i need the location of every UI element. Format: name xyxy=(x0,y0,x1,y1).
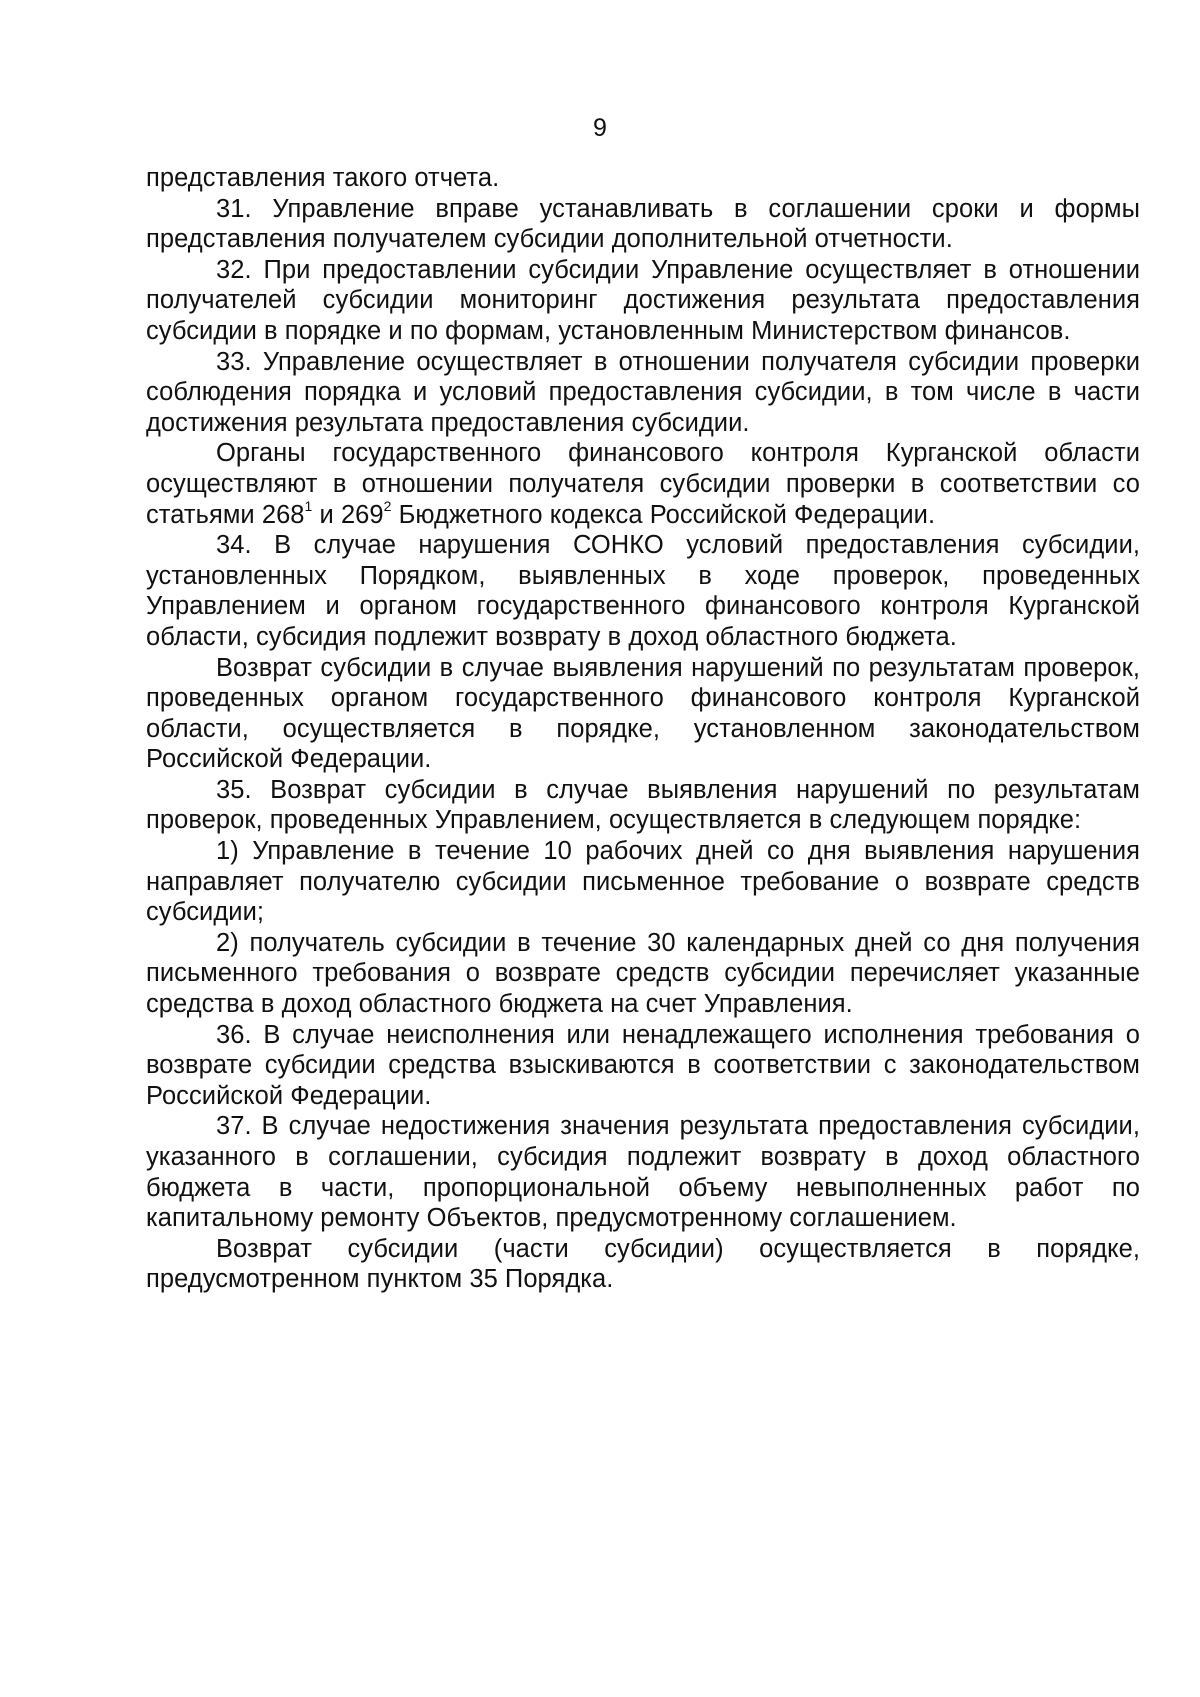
paragraph-33b-text-start: Органы государственного финансового контроля Курганской области осуществляют в отношении получателя субсидии проверки в соответствии со статьями 268 xyxy=(146,439,1140,529)
paragraph-36: 36. В случае неисполнения или ненадлежащего исполнения требования о возврате субсидии средства взыскиваются в соответствии с законодательством Российской Федерации. xyxy=(146,1020,1140,1110)
paragraph-35: 35. Возврат субсидии в случае выявления нарушений по результатам проверок, проведенных Управлением, осуществляется в следующем порядке: xyxy=(146,775,1140,835)
paragraph-33b-text-middle: и 269 xyxy=(312,500,384,529)
paragraph-35-item-1: 1) Управление в течение 10 рабочих дней со дня выявления нарушения направляет получателю субсидии письменное требование о возврате средств субсидии; xyxy=(146,837,1140,927)
paragraph-37-return: Возврат субсидии (части субсидии) осуществляется в порядке, предусмотренном пунктом 35 Порядка. xyxy=(146,1234,1140,1294)
paragraph-32: 32. При предоставлении субсидии Управление осуществляет в отношении получателей субсидии мониторинг достижения результата предоставления субсидии в порядке и по формам, установленным Министерством финансов. xyxy=(146,255,1140,345)
paragraph-33b-text-end: Бюджетного кодекса Российской Федерации. xyxy=(391,500,936,529)
paragraph-35-item-2: 2) получатель субсидии в течение 30 календарных дней со дня получения письменного требования о возврате средств субсидии перечисляет указанные средства в доход областного бюджета на счет Управления. xyxy=(146,928,1140,1019)
paragraph-33: 33. Управление осуществляет в отношении получателя субсидии проверки соблюдения порядка и условий предоставления субсидии, в том числе в части достижения результата предоставления субсидии. xyxy=(146,347,1140,437)
page-number: 9 xyxy=(593,114,607,142)
superscript-1: 1 xyxy=(304,498,313,515)
paragraph-33-control-bodies xyxy=(146,438,1140,530)
paragraph-34-return: Возврат субсидии в случае выявления нарушений по результатам проверок, проведенных органом государственного финансового контроля Курганской области, осуществляется в порядке, установленном законодательством Российской Федерации. xyxy=(146,653,1140,774)
paragraph-34: 34. В случае нарушения СОНКО условий предоставления субсидии, установленных Порядком, выявленных в ходе проверок, проведенных Управлением и органом государственного финансового контроля Курганской области, субсидия подлежит возврату в доход областного бюджета. xyxy=(146,531,1140,651)
paragraph-37: 37. В случае недостижения значения результата предоставления субсидии, указанного в соглашении, субсидия подлежит возврату в доход областного бюджета в части, пропорциональной объему невыполненных работ по капитальному ремонту Объектов, предусмотренному соглашением. xyxy=(146,1112,1140,1233)
superscript-2: 2 xyxy=(383,498,392,515)
paragraph-continuation: представления такого отчета. xyxy=(146,164,500,192)
paragraph-31: 31. Управление вправе устанавливать в соглашении сроки и формы представления получателем субсидии дополнительной отчетности. xyxy=(146,194,1140,254)
document-body xyxy=(146,163,1140,1295)
